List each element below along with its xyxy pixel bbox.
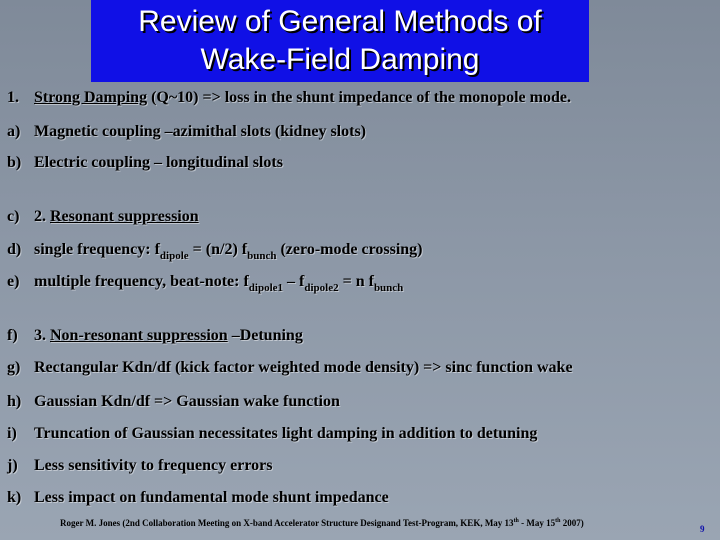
footer-text-c: 2007)	[560, 518, 584, 528]
item-text: 3.	[34, 327, 50, 344]
item-text: Less sensitivity to frequency errors	[34, 457, 273, 474]
subscript-text: dipole2	[304, 282, 339, 294]
list-marker: f)	[7, 327, 18, 344]
subscript-text: dipole	[159, 250, 189, 262]
subscript-text: dipole1	[248, 282, 284, 294]
list-item	[7, 123, 366, 141]
footer-sup-b: th	[555, 518, 561, 524]
item-text: 2.	[34, 208, 50, 225]
item-text: – f	[283, 273, 305, 290]
item-text: Magnetic coupling –azimithal slots (kidney slots)	[34, 123, 367, 140]
list-item	[7, 327, 303, 345]
slide-title-line2: Wake-Field Damping	[200, 43, 480, 76]
list-marker: 1.	[7, 89, 19, 106]
list-item	[7, 89, 571, 107]
footer-text-b: - May 15	[518, 518, 556, 528]
list-marker: j)	[7, 457, 18, 474]
underlined-text: Strong Damping	[34, 89, 148, 106]
item-text: Less impact on fundamental mode shunt impedance	[34, 489, 389, 506]
list-marker: i)	[7, 425, 17, 442]
list-item	[7, 241, 423, 262]
item-text: = (n/2) f	[188, 241, 248, 258]
list-marker: k)	[7, 489, 22, 506]
list-item	[7, 154, 283, 172]
underlined-text: Resonant suppression	[50, 208, 199, 225]
list-item	[7, 393, 340, 411]
list-marker: g)	[7, 359, 21, 376]
subscript-text: bunch	[247, 250, 277, 262]
list-item	[7, 457, 272, 475]
footer-sup-a: th	[513, 518, 519, 524]
footer-citation	[60, 518, 584, 528]
list-marker: d)	[7, 241, 22, 258]
item-text: (zero-mode crossing)	[276, 241, 423, 258]
slide-title-line1: Review of General Methods of	[138, 5, 542, 38]
item-text: multiple frequency, beat-note: f	[34, 273, 249, 290]
title-box	[91, 0, 589, 82]
item-text: Rectangular Kdn/df (kick factor weighted mode density) => sinc function wake	[34, 359, 573, 376]
item-text: Truncation of Gaussian necessitates light damping in addition to detuning	[34, 425, 538, 442]
list-item	[7, 425, 537, 443]
item-text: Electric coupling – longitudinal slots	[34, 154, 283, 171]
list-item	[7, 489, 389, 507]
item-text: –Detuning	[227, 327, 303, 344]
list-item	[7, 208, 199, 226]
footer-text-a: Roger M. Jones (2nd Collaboration Meeting on X-band Accelerator Structure Designand Test-Program, KEK, May 13	[60, 518, 514, 528]
list-item	[7, 273, 403, 294]
item-text: single frequency: f	[34, 241, 160, 258]
item-text: Gaussian Kdn/df => Gaussian wake function	[34, 393, 340, 410]
list-marker: b)	[7, 154, 22, 171]
list-marker: h)	[7, 393, 22, 410]
list-marker: c)	[7, 208, 20, 225]
underlined-text: Non-resonant suppression	[50, 327, 228, 344]
list-marker: a)	[7, 123, 21, 140]
item-text: = n f	[338, 273, 374, 290]
item-text: (Q~10) => loss in the shunt impedance of the monopole mode.	[147, 89, 571, 106]
page-number: 9	[700, 524, 705, 534]
list-item	[7, 359, 573, 377]
list-marker: e)	[7, 273, 20, 290]
subscript-text: bunch	[373, 282, 404, 294]
